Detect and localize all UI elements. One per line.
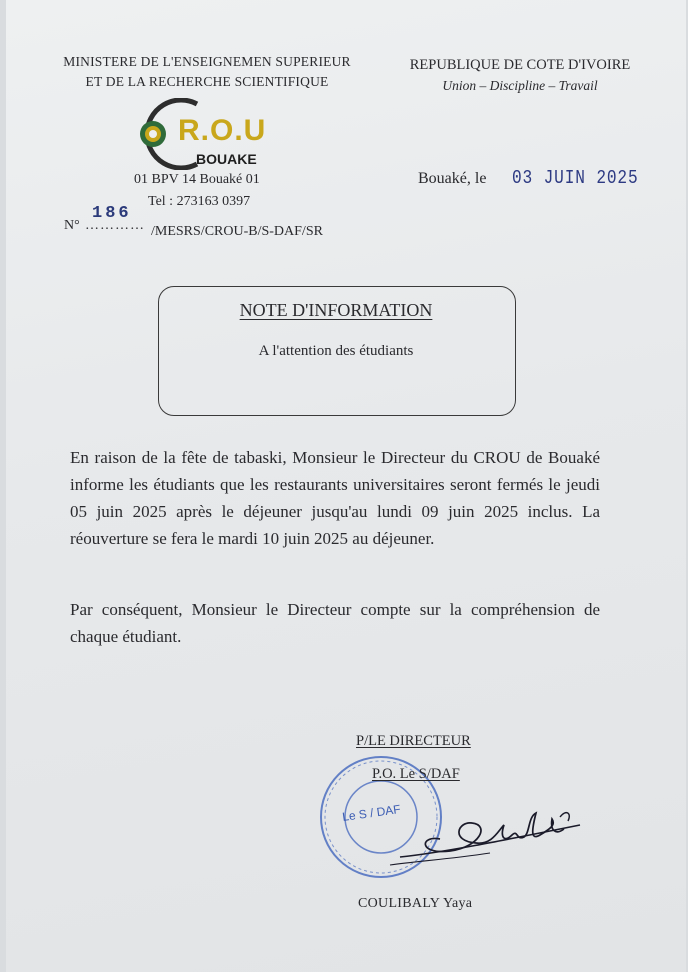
- signature-title: P/LE DIRECTEUR: [356, 733, 471, 749]
- reference-dots: …………: [85, 218, 145, 233]
- body-paragraph-1: En raison de la fête de tabaski, Monsieur le Directeur du CROU de Bouaké informe les étudiants que les restaurants universitaires seront fermés le jeudi 05 juin 2025 après le déjeuner jusqu'au lundi 09 juin 2025 inclus. La réouverture se fera le mardi 10 juin 2025 au déjeuner.: [70, 448, 600, 548]
- national-motto: Union – Discipline – Travail: [442, 78, 598, 93]
- signatory-name: COULIBALY Yaya: [358, 896, 473, 911]
- handwritten-signature-icon: [380, 795, 610, 875]
- reference-label: N°: [64, 218, 80, 233]
- reference-code: /MESRS/CROU-B/S-DAF/SR: [151, 224, 323, 239]
- republic-name: REPUBLIQUE DE COTE D'IVOIRE: [409, 57, 631, 73]
- note-subtitle: A l'attention des étudiants: [258, 343, 414, 359]
- ministry-line-1: MINISTERE DE L'ENSEIGNEMEN SUPERIEUR: [63, 54, 351, 69]
- date-stamp: 03 JUIN 2025: [512, 167, 639, 189]
- telephone: Tel : 273163 0397: [148, 194, 251, 209]
- ministry-header: [42, 52, 372, 92]
- place-label: Bouaké, le: [418, 170, 487, 187]
- logo-name: R.O.U: [178, 114, 267, 147]
- ministry-line-2: ET DE LA RECHERCHE SCIENTIFIQUE: [85, 74, 329, 89]
- stamp-text: Le S / DAF: [341, 801, 402, 825]
- postal-address: 01 BPV 14 Bouaké 01: [134, 172, 260, 187]
- logo-city: BOUAKE: [196, 151, 257, 167]
- body-paragraph-2: Par conséquent, Monsieur le Directeur compte sur la compréhension de chaque étudiant.: [70, 600, 600, 646]
- note-title: NOTE D'INFORMATION: [239, 300, 433, 320]
- signature-po: P.O. Le S/DAF: [372, 766, 460, 782]
- republic-header: [395, 55, 645, 97]
- reference-number-stamp: 186: [92, 204, 132, 223]
